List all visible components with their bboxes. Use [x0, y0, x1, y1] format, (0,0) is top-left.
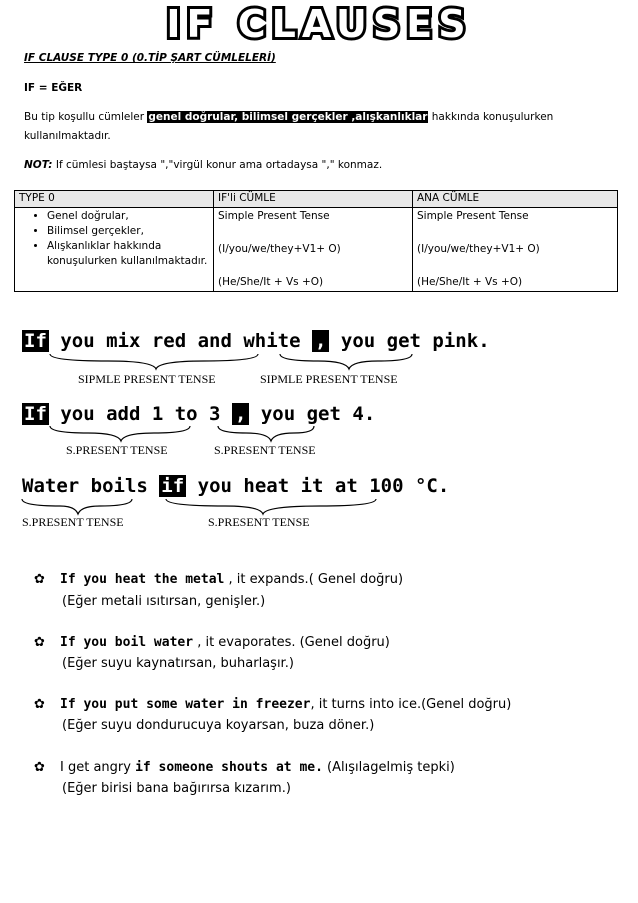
- note: [24, 159, 382, 171]
- tense-label: SIPMLE PRESENT TENSE: [260, 372, 398, 386]
- table-header-row: [15, 191, 618, 208]
- brace-shape: [218, 426, 314, 441]
- bullet-rest: , it expands.( Genel doğru): [224, 572, 404, 587]
- example-end: .: [437, 475, 450, 497]
- if-formula-plural: (I/you/we/they+V1+ O): [218, 243, 341, 255]
- intro-line2: kullanılmaktadır.: [24, 130, 111, 142]
- brace-shape: [280, 354, 412, 369]
- example-2: [22, 403, 375, 425]
- brace-shape: [50, 426, 190, 441]
- brace-shape: [166, 499, 376, 514]
- bullet-item-1: [34, 572, 403, 587]
- example-1: [22, 330, 490, 352]
- tense-label: S.PRESENT TENSE: [66, 443, 168, 457]
- flower-icon: ✿: [34, 760, 45, 775]
- list-item: • Genel doğrular,: [47, 209, 209, 224]
- example-clause: you get pink: [340, 330, 479, 352]
- main-formula-plural: (I/you/we/they+V1+ O): [417, 243, 540, 255]
- table-header: ANA CÜMLE: [413, 191, 618, 208]
- example-clause: you heat it at 100 °C: [197, 475, 438, 497]
- bullet-bold: If you put some water in freezer: [60, 697, 311, 712]
- table-header: TYPE 0: [15, 191, 214, 208]
- comma-mark: ,: [232, 403, 249, 425]
- tense-label: S.PRESENT TENSE: [214, 443, 316, 457]
- note-text: If cümlesi baştaysa ","virgül konur ama ortadaysa "," konmaz.: [55, 159, 383, 171]
- example-3: [22, 475, 449, 497]
- bullet-rest: , it evaporates. (Genel doğru): [193, 635, 390, 650]
- intro-highlight: genel doğrular, bilimsel gerçekler ,alışkanlıklar: [148, 111, 428, 123]
- table-row: [15, 208, 618, 292]
- bullet-item-3: [34, 697, 511, 712]
- section-heading: IF CLAUSE TYPE 0 (0.TİP ŞART CÜMLELERİ): [24, 52, 276, 64]
- bullet-bold: if someone shouts at me.: [135, 760, 323, 775]
- brace-shape: [50, 354, 258, 369]
- bullet-translation: (Eğer metali ısıtırsan, genişler.): [62, 594, 266, 609]
- tense-label: S.PRESENT TENSE: [22, 515, 124, 529]
- bullet-bold: If you heat the metal: [60, 572, 225, 587]
- note-label: NOT:: [24, 159, 53, 171]
- if-word: If: [24, 330, 47, 352]
- bullet-translation: (Eğer suyu dondurucuya koyarsan, buza döner.): [62, 718, 375, 733]
- flower-icon: ✿: [34, 635, 45, 650]
- bullet-bold: If you boil water: [60, 635, 194, 650]
- intro-before: Bu tip koşullu cümleler: [24, 111, 145, 123]
- type0-table: [14, 190, 618, 292]
- if-definition: IF = EĞER: [24, 82, 83, 94]
- main-tense: Simple Present Tense: [417, 210, 529, 222]
- if-word: If: [24, 403, 47, 425]
- list-item: • Alışkanlıklar hakkında konuşulurken kullanılmaktadır.: [47, 239, 209, 269]
- list-item: • Bilimsel gerçekler,: [47, 224, 209, 239]
- intro-paragraph: [24, 108, 584, 146]
- bullet-rest: (Alışılagelmiş tepki): [322, 760, 455, 775]
- tense-label: SIPMLE PRESENT TENSE: [78, 372, 216, 386]
- bullet-item-4: [34, 760, 455, 775]
- bullet-pre: I get angry: [60, 760, 136, 775]
- table-header: IF'li CÜMLE: [214, 191, 413, 208]
- if-word: if: [161, 475, 185, 497]
- main-clause-cell: [413, 208, 618, 292]
- if-tense: Simple Present Tense: [218, 210, 330, 222]
- example-clause: you get 4: [260, 403, 364, 425]
- bullet-translation: (Eğer suyu kaynatırsan, buharlaşır.): [62, 656, 294, 671]
- intro-after: hakkında konuşulurken: [431, 111, 554, 123]
- brace-shape: [22, 499, 132, 514]
- page-title: IF CLAUSES: [166, 2, 472, 46]
- example-clause: Water boils: [22, 475, 148, 497]
- comma-mark: ,: [312, 330, 329, 352]
- example-end: .: [363, 403, 376, 425]
- bullet-rest: , it turns into ice.(Genel doğru): [310, 697, 512, 712]
- example-end: .: [478, 330, 490, 352]
- if-formula-singular: (He/She/It + Vs +O): [218, 276, 324, 288]
- bullet-translation: (Eğer birisi bana bağırırsa kızarım.): [62, 781, 291, 796]
- brace-group: [20, 497, 390, 517]
- brace-group: [48, 352, 418, 372]
- main-formula-singular: (He/She/It + Vs +O): [417, 276, 523, 288]
- brace-group: [48, 424, 328, 444]
- tense-label: S.PRESENT TENSE: [208, 515, 310, 529]
- bullet-item-2: [34, 635, 390, 650]
- example-clause: you add 1 to 3: [60, 403, 221, 425]
- uses-cell: [15, 208, 214, 292]
- flower-icon: ✿: [34, 572, 45, 587]
- flower-icon: ✿: [34, 697, 45, 712]
- if-clause-cell: [214, 208, 413, 292]
- example-clause: you mix red and white: [60, 330, 301, 352]
